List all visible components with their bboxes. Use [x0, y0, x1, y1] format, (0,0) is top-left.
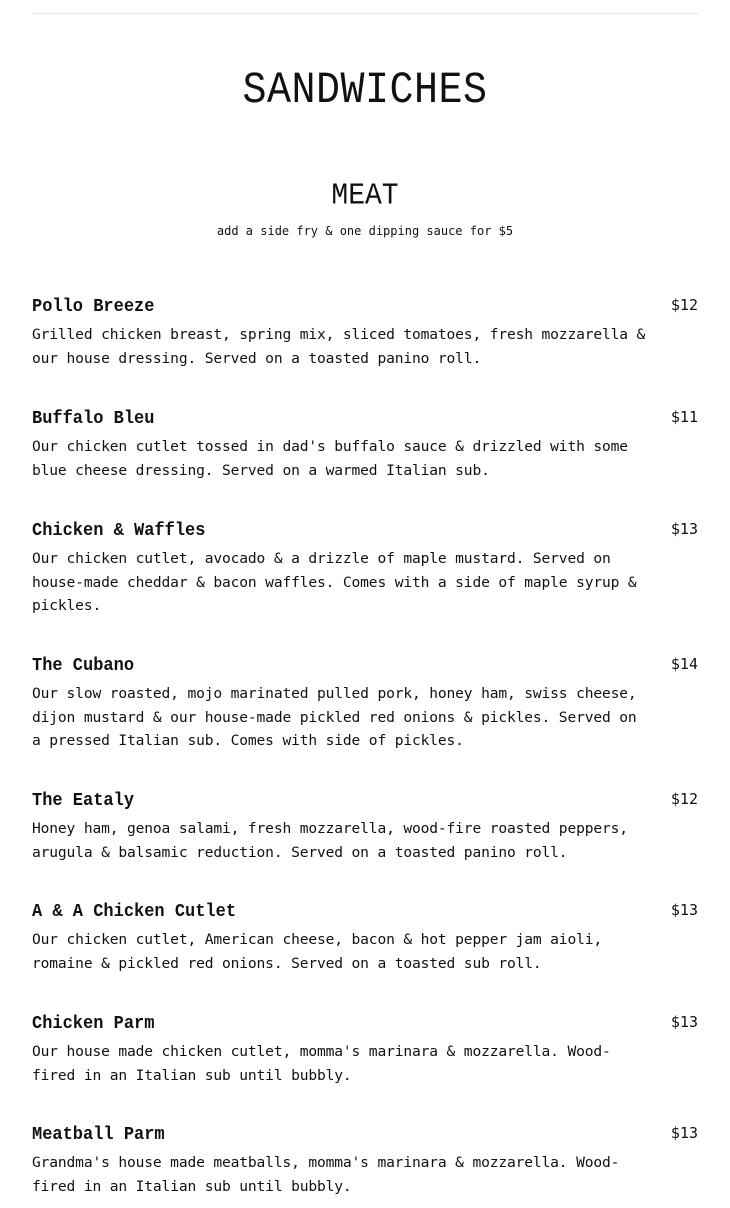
item-description: Our chicken cutlet tossed in dad's buffalo sauce & drizzled with some blue cheese dressing. Served on a warmed Italian sub.	[32, 438, 628, 479]
item-name: The Eataly	[32, 791, 135, 812]
menu-item	[32, 296, 698, 370]
item-description: Our chicken cutlet, American cheese, bacon & hot pepper jam aioli, romaine & pickled red onions. Served on a toasted sub roll.	[32, 931, 602, 972]
item-price: $12	[670, 296, 698, 314]
menu-item	[32, 408, 698, 482]
menu-item	[32, 1013, 698, 1087]
item-description: Our chicken cutlet, avocado & a drizzle of maple mustard. Served on house-made cheddar & bacon waffles. Comes with a side of maple syrup & pickles.	[32, 550, 637, 614]
menu-item	[32, 901, 698, 975]
section-title: SANDWICHES	[242, 66, 488, 117]
item-price: $13	[670, 520, 698, 538]
subsection-title: MEAT	[331, 179, 399, 214]
item-price: $13	[670, 901, 698, 919]
item-description: Our house made chicken cutlet, momma's marinara & mozzarella. Wood-fired in an Italian sub until bubbly.	[32, 1043, 611, 1084]
item-price: $13	[670, 1013, 698, 1031]
item-name: A & A Chicken Cutlet	[32, 902, 237, 923]
item-name: Pollo Breeze	[32, 297, 155, 318]
item-description: Grilled chicken breast, spring mix, sliced tomatoes, fresh mozzarella & our house dressing. Served on a toasted panino roll.	[32, 326, 646, 367]
item-description: Grandma's house made meatballs, momma's marinara & mozzarella. Wood-fired in an Italian sub until bubbly.	[32, 1154, 620, 1195]
menu-item	[32, 655, 698, 753]
subsection-note: add a side fry & one dipping sauce for $5	[216, 224, 514, 238]
item-name: Meatball Parm	[32, 1125, 165, 1146]
menu-item	[32, 1124, 698, 1198]
item-name: Chicken & Waffles	[32, 521, 206, 542]
item-price: $13	[670, 1124, 698, 1142]
item-description: Honey ham, genoa salami, fresh mozzarella, wood-fire roasted peppers, arugula & balsamic reduction. Served on a toasted panino roll.	[32, 820, 628, 861]
top-divider	[32, 13, 698, 14]
menu-item	[32, 520, 698, 618]
item-price: $14	[670, 655, 698, 673]
item-price: $12	[670, 790, 698, 808]
menu-item	[32, 790, 698, 864]
item-description: Our slow roasted, mojo marinated pulled pork, honey ham, swiss cheese, dijon mustard & our house-made pickled red onions & pickles. Served on a pressed Italian sub. Comes with side of pickles.	[32, 685, 637, 749]
item-name: Buffalo Bleu	[32, 409, 155, 430]
item-price: $11	[670, 408, 698, 426]
item-name: The Cubano	[32, 656, 135, 677]
item-name: Chicken Parm	[32, 1014, 155, 1035]
